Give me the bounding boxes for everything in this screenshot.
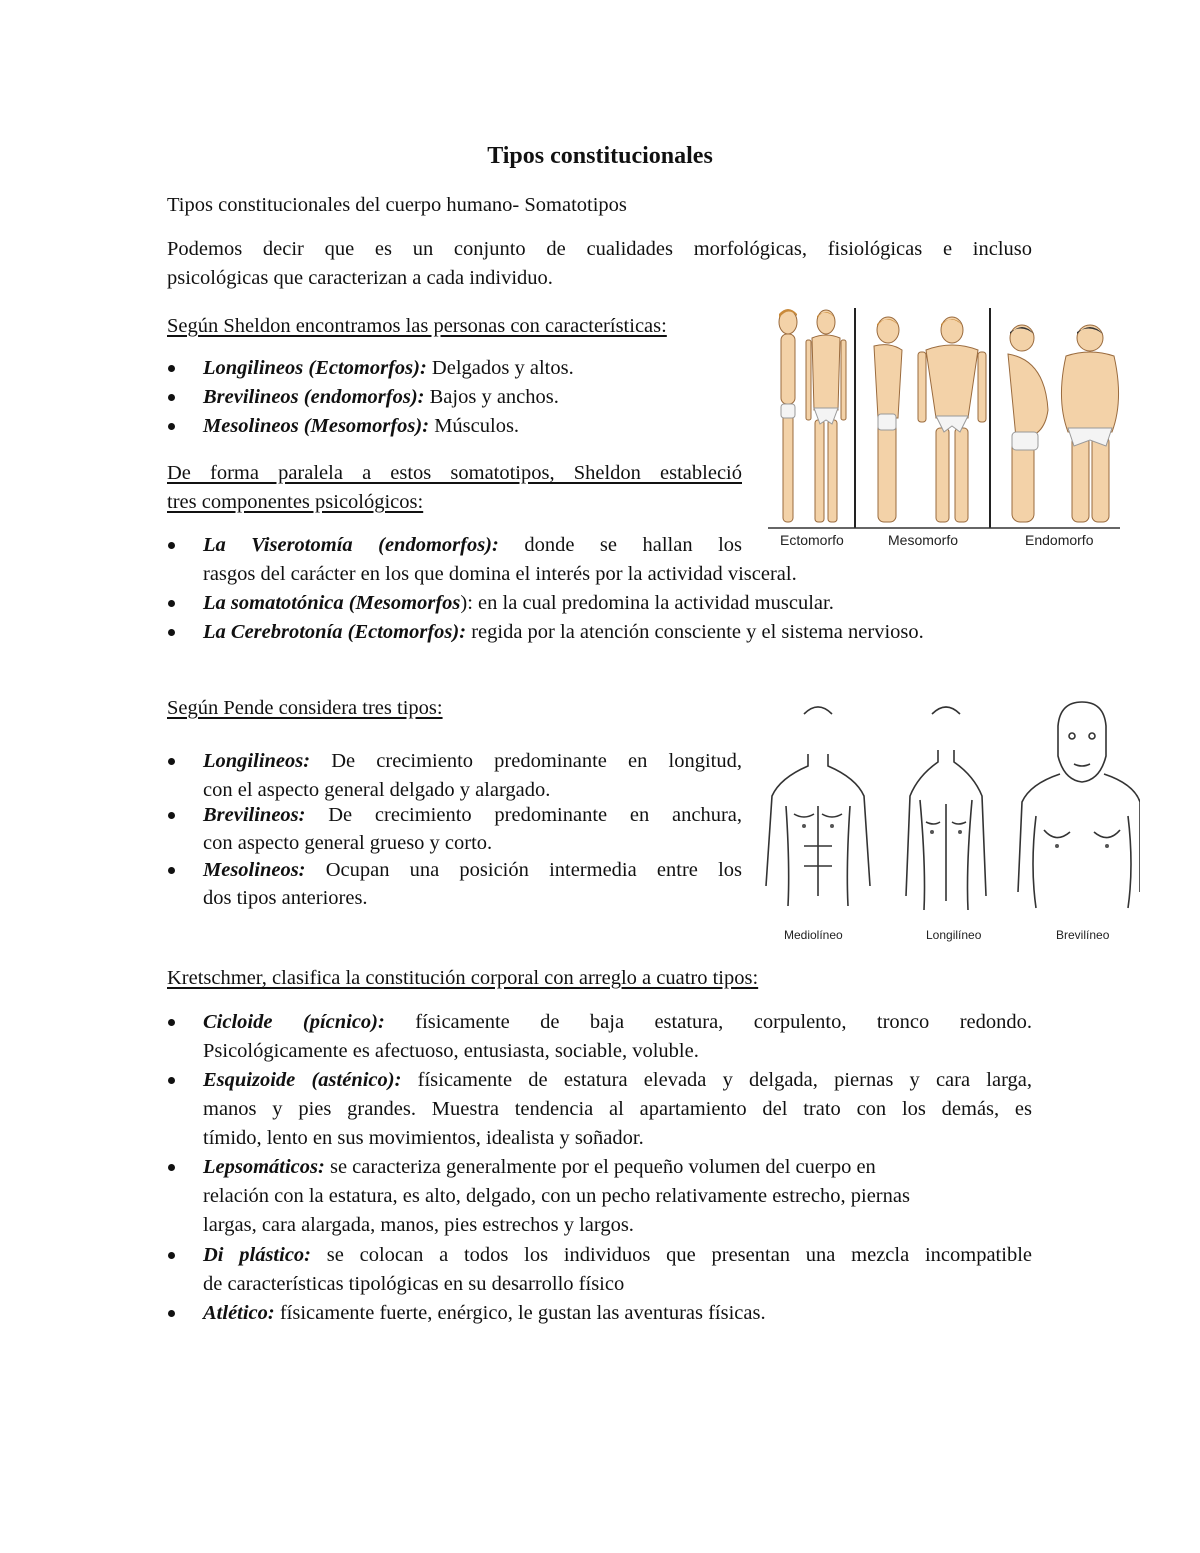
figure-label-mediolineo: Mediolíneo [784, 928, 843, 942]
bullet [165, 1155, 179, 1179]
intro-line-1: Podemos decir que es un conjunto de cualidades morfológicas, fisiológicas e incluso [167, 238, 1032, 260]
pende-type-1: Longilineos: De crecimiento predominante en longitud, [203, 750, 742, 772]
kretschmer-type-5: Atlético: físicamente fuerte, enérgico, le gustan las aventuras físicas. [203, 1302, 766, 1324]
figure-label-mesomorfo: Mesomorfo [888, 532, 959, 548]
bullet [165, 414, 179, 438]
bullet [165, 803, 179, 827]
sheldon-parallel-line-2: tres componentes psicológicos: [167, 491, 424, 513]
kretschmer-type-3-cont-2: largas, cara alargada, manos, pies estrechos y largos. [203, 1214, 634, 1236]
pende-type-3-cont: dos tipos anteriores. [203, 887, 368, 909]
kretschmer-type-2-cont-2: tímido, lento en sus movimientos, idealista y soñador. [203, 1127, 644, 1149]
sheldon-component-1-cont: rasgos del carácter en los que domina el interés por la actividad visceral. [203, 563, 797, 585]
figure-label-longilineo: Longilíneo [926, 928, 982, 942]
pende-type-2-cont: con aspecto general grueso y corto. [203, 832, 493, 854]
bullet [165, 356, 179, 380]
bullet [165, 533, 179, 557]
somatotype-illustration [760, 300, 1128, 550]
pende-type-3: Mesolineos: Ocupan una posición intermedia entre los [203, 859, 742, 881]
intro-line-2: psicológicas que caracterizan a cada individuo. [167, 267, 553, 289]
bullet [165, 620, 179, 644]
bullet [165, 1243, 179, 1267]
somatotype-figure [760, 300, 1128, 550]
pende-type-1-cont: con el aspecto general delgado y alargado. [203, 779, 551, 801]
sheldon-heading: Según Sheldon encontramos las personas con características: [167, 315, 667, 337]
kretschmer-type-4-cont: de características tipológicas en su desarrollo físico [203, 1273, 625, 1295]
kretschmer-type-1: Cicloide (pícnico): físicamente de baja estatura, corpulento, tronco redondo. [203, 1011, 1032, 1033]
sheldon-type-2: Brevilineos (endomorfos): Bajos y anchos. [203, 386, 559, 408]
page-title: Tipos constitucionales [487, 143, 713, 169]
pende-type-2: Brevilineos: De crecimiento predominante en anchura, [203, 804, 742, 826]
kretschmer-type-4: Di plástico: se colocan a todos los individuos que presentan una mezcla incompatible [203, 1244, 1032, 1266]
subtitle: Tipos constitucionales del cuerpo humano- Somatotipos [167, 194, 627, 216]
bullet [165, 385, 179, 409]
sheldon-type-1: Longilineos (Ectomorfos): Delgados y altos. [203, 357, 574, 379]
pende-figure [760, 696, 1140, 948]
pende-heading: Según Pende considera tres tipos: [167, 697, 443, 719]
sheldon-component-1: La Viserotomía (endomorfos): donde se hallan los [203, 534, 742, 556]
bullet [165, 1301, 179, 1325]
bullet [165, 858, 179, 882]
sheldon-parallel-line-1: De forma paralela a estos somatotipos, Sheldon estableció [167, 462, 742, 484]
bullet [165, 749, 179, 773]
bullet [165, 1068, 179, 1092]
kretschmer-type-3-cont-1: relación con la estatura, es alto, delgado, con un pecho relativamente estrecho, piernas [203, 1185, 910, 1207]
kretschmer-type-3: Lepsomáticos: se caracteriza generalmente por el pequeño volumen del cuerpo en [203, 1156, 876, 1178]
figure-label-brevilineo: Brevilíneo [1056, 928, 1110, 942]
sheldon-component-3: La Cerebrotonía (Ectomorfos): regida por la atención consciente y el sistema nervioso. [203, 621, 924, 643]
sheldon-type-3: Mesolineos (Mesomorfos): Músculos. [203, 415, 520, 437]
bullet [165, 591, 179, 615]
figure-label-endomorfo: Endomorfo [1025, 532, 1094, 548]
pende-illustration [760, 696, 1140, 926]
figure-label-ectomorfo: Ectomorfo [780, 532, 844, 548]
kretschmer-type-1-cont: Psicológicamente es afectuoso, entusiasta, sociable, voluble. [203, 1040, 699, 1062]
kretschmer-type-2-cont-1: manos y pies grandes. Muestra tendencia al apartamiento del trato con los demás, es [203, 1098, 1032, 1120]
sheldon-component-2: La somatotónica (Mesomorfos): en la cual predomina la actividad muscular. [203, 592, 834, 614]
bullet [165, 1010, 179, 1034]
kretschmer-type-2: Esquizoide (asténico): físicamente de estatura elevada y delgada, piernas y cara larga, [203, 1069, 1033, 1091]
kretschmer-heading: Kretschmer, clasifica la constitución corporal con arreglo a cuatro tipos: [167, 967, 759, 989]
